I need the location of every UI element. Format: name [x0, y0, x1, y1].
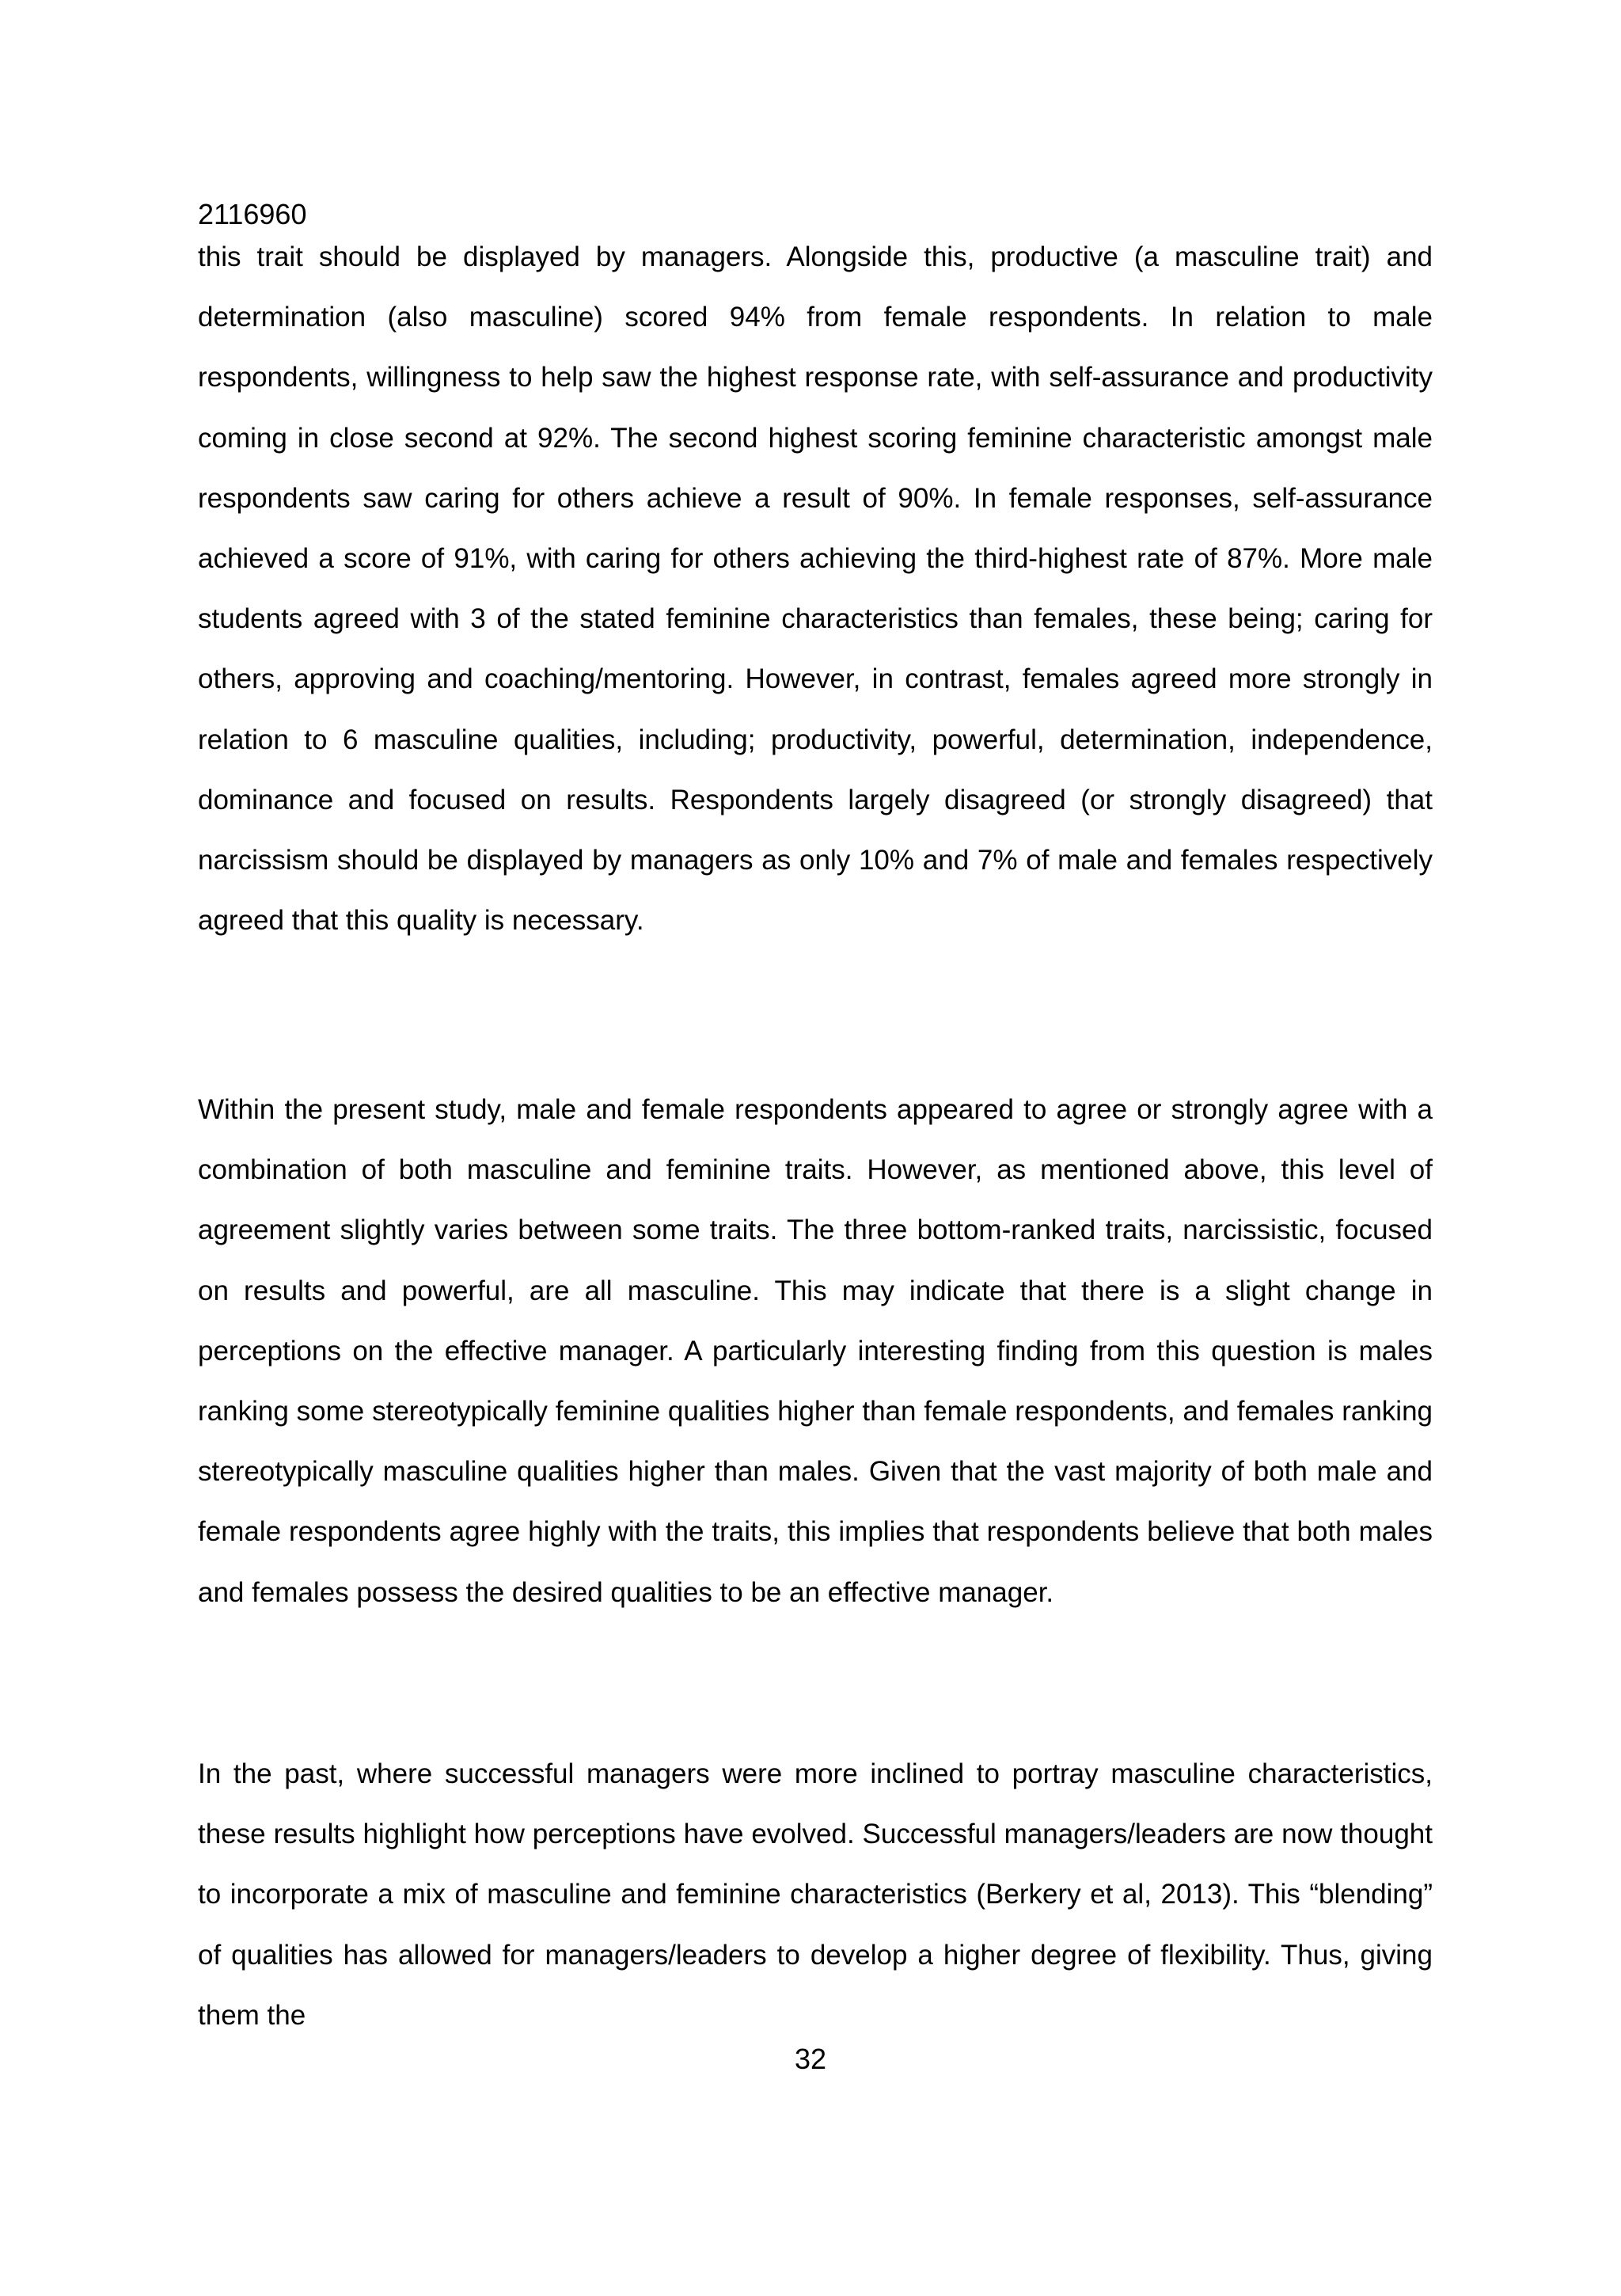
- body-paragraph-2: Within the present study, male and female respondents appeared to agree or strongly agree with a combination of both masculine and feminine traits. However, as mentioned above, this level of agreement slightly varies between some traits. The three bottom-ranked traits, narcissistic, focused on results and powerful, are all masculine. This may indicate that there is a slight change in perceptions on the effective manager. A particularly interesting finding from this question is males ranking some stereotypically feminine qualities higher than female respondents, and females ranking stereotypically masculine qualities higher than males. Given that the vast majority of both male and female respondents agree highly with the traits, this implies that respondents believe that both males and females possess the desired qualities to be an effective manager.: [198, 1094, 1433, 1608]
- body-paragraph-3: In the past, where successful managers were more inclined to portray masculine characteristics, these results highlight how perceptions have evolved. Successful managers/leaders are now thought to incorporate a mix of masculine and feminine characteristics (Berkery et al, 2013). This “blending” of qualities has allowed for managers/leaders to develop a higher degree of flexibility. Thus, giving them the: [198, 1758, 1433, 2031]
- student-id: 2116960: [198, 198, 307, 230]
- page-number: 32: [794, 2043, 827, 2075]
- body-paragraph-1: this trait should be displayed by managers. Alongside this, productive (a masculine trait) and determination (also masculine) scored 94% from female respondents. In relation to male respondents, willingness to help saw the highest response rate, with self-assurance and productivity coming in close second at 92%. The second highest scoring feminine characteristic amongst male respondents saw caring for others achieve a result of 90%. In female responses, self-assurance achieved a score of 91%, with caring for others achieving the third-highest rate of 87%. More male students agreed with 3 of the stated feminine characteristics than females, these being; caring for others, approving and coaching/mentoring. However, in contrast, females agreed more strongly in relation to 6 masculine qualities, including; productivity, powerful, determination, independence, dominance and focused on results. Respondents largely disagreed (or strongly disagreed) that narcissism should be displayed by managers as only 10% and 7% of male and females respectively agreed that this quality is necessary.: [198, 241, 1433, 937]
